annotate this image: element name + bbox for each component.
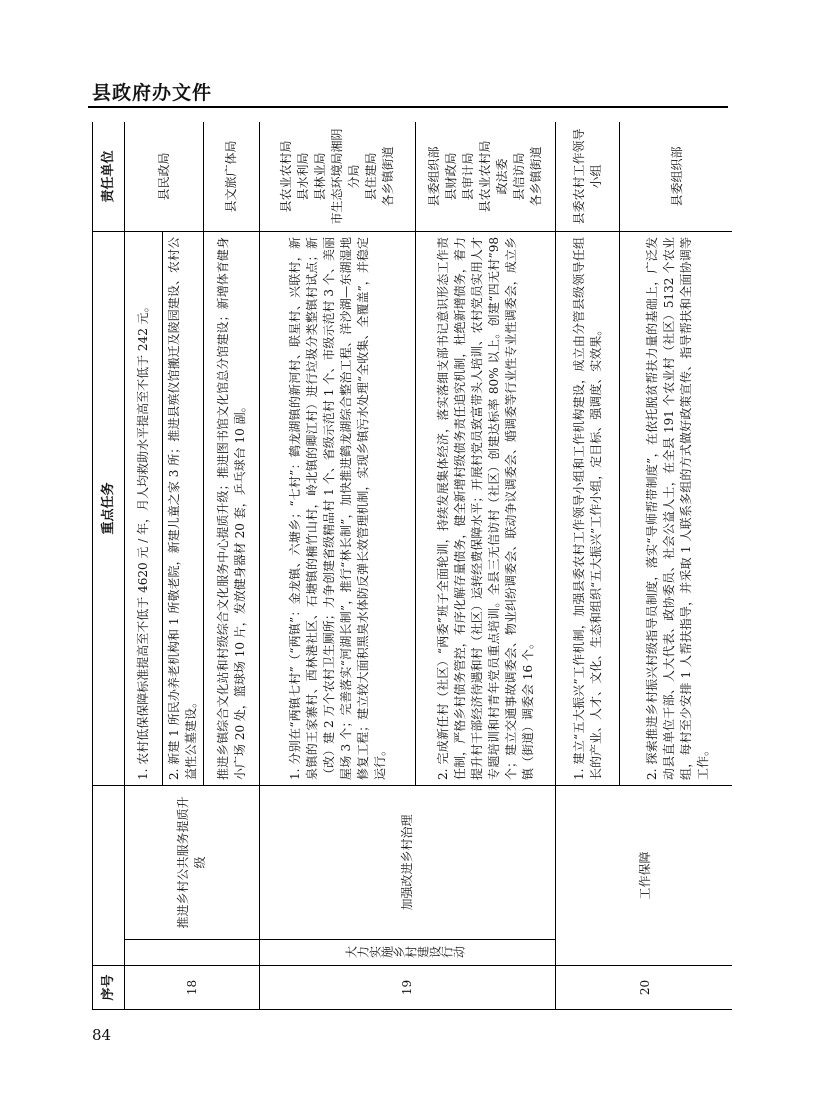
row-name: 工作保障 — [556, 786, 733, 966]
task-item: 1. 建立“五大振兴”工作机制，加强县委农村工作领导小组和工作机构建设，成立由分管县级领导任组长的产业、人才、文化、生态和组织“五大振兴”工作小组，定目标、强调度、实效果。 — [556, 232, 620, 786]
unit-line: 县审计局 — [461, 152, 475, 201]
col-header-task: 重点任务 — [93, 232, 125, 786]
task-item: 推进乡镇综合文化站和村级综合文化服务中心提质升级；推进图书馆文化馆总分馆建设；新增体育健身小广场 20 处，篮球场 10 片，发放健身器材 20 套，乒乓球台 10 副。 — [204, 232, 260, 786]
task-item: 1. 分别在“两镇七村”（“两镇”：金龙镇、六塘乡；“七村”：鹤龙湖镇的新河村、联星村、兴联村，新泉镇的王家寨村、西林港社区、石塘镇的楠竹山村，岭北镇的卿江村）进行垃圾分类整镇村试点；新（改）建 2 万个农村卫生厕所；力争创建省级精品村 1 个、省级示范村 1 个、市级示范村 3 个、美丽屋场 3 个；完善落实“河湖长制”，推行“林长制”，加快推进鹤龙湖综合整治工程、洋沙湖—东湖湿地修复工程；建立较大面积黑臭水体防反弹长效管理机制，实现乡镇污水处理“全收集、全覆盖”，并稳定运行。 — [260, 232, 416, 786]
unit-line: 县住建局 — [364, 152, 378, 201]
col-header-seq: 序号 — [93, 966, 125, 1010]
row-name: 推进乡村公共服务提质升级 — [125, 786, 260, 940]
row-seq: 19 — [260, 966, 556, 1010]
unit-cell: 县委组织部 — [620, 122, 733, 232]
unit-line: 县信访局 — [512, 152, 526, 201]
col-header-unit: 责任单位 — [93, 122, 125, 232]
unit-line: 县农业农村局 — [279, 140, 293, 213]
unit-line: 县委组织部 — [427, 146, 441, 207]
unit-cell: 县文旅广体局 — [204, 122, 260, 232]
task-item: 2. 新建 1 所民办养老机构和 1 所敬老院，新建儿童之家 3 所；推进县殡仪馆搬迁及陵园建设、农村公益性公墓建设。 — [163, 232, 204, 786]
unit-line: 各乡镇街道 — [381, 146, 395, 207]
page-number: 84 — [92, 1026, 112, 1044]
unit-cell — [416, 122, 556, 232]
unit-line: 政法委 — [495, 158, 509, 195]
unit-line: 县水利局 — [296, 152, 310, 201]
unit-cell: 县委农村工作领导小组 — [556, 122, 620, 232]
table-wrapper — [92, 122, 732, 1010]
unit-cell — [260, 122, 416, 232]
unit-line: 县农业农村局 — [478, 140, 492, 213]
unit-line: 县财政局 — [444, 152, 458, 201]
task-item: 2. 完成新任村（社区）“两委”班子全面轮训，持续发展集体经济，落实落细支部书记意识形态工作责任制，严格乡村债务管控，有序化解存量债务，健全新增村级债务责任追究机制，杜绝新增债务，着力提升村干部经济待遇和村（社区）运转经费保障水平；开展村党员致富带头人培训、农村党员实用人才专题培训和村青年党员重点培训。全县三无信访村（社区）创建达标率 80% 以上。创建“四无村”98 个；建立交通事故调委会、物业纠纷调委会、联动争议调委会、婚调委等行业性专业性调委会，成立乡镇（街道）调委会 16 个。 — [416, 232, 556, 786]
group-label-top — [125, 940, 260, 966]
col-header-blank — [93, 786, 125, 966]
header-rule — [88, 106, 728, 108]
task-table — [92, 122, 732, 1010]
unit-line: 县林业局 — [313, 152, 327, 201]
row-seq: 20 — [556, 966, 733, 1010]
task-item: 2. 探索推进乡村振兴村级指导员制度，落实“导师帮带制度”，在依托脱贫帮扶力量的基础上，广泛发动县直单位干部、人大代表、政协委员、社会公益人士，在全县 191 个农业村（社区）5132 个农业组，每村至少安排 1 人帮扶指导，并采取 1 人联系多组的方式做好政策宣传、指导帮扶和全面协调等工作。 — [620, 232, 733, 786]
group-label — [260, 940, 556, 966]
unit-line: 市生态环境局湘阴分局 — [330, 128, 361, 225]
row-seq: 18 — [125, 966, 260, 1010]
group-label-text: 大力实施乡村建设行动 — [345, 945, 465, 960]
unit-line: 各乡镇街道 — [529, 146, 543, 207]
page-header-title: 县政府办文件 — [92, 82, 213, 104]
task-item: 1. 农村低保保障标准提高至不低于 4620 元 / 年，月人均救助水平提高至不低于 242 元。 — [125, 232, 163, 786]
unit-cell: 县民政局 — [125, 122, 204, 232]
row-name: 加强改进乡村治理 — [260, 786, 556, 940]
